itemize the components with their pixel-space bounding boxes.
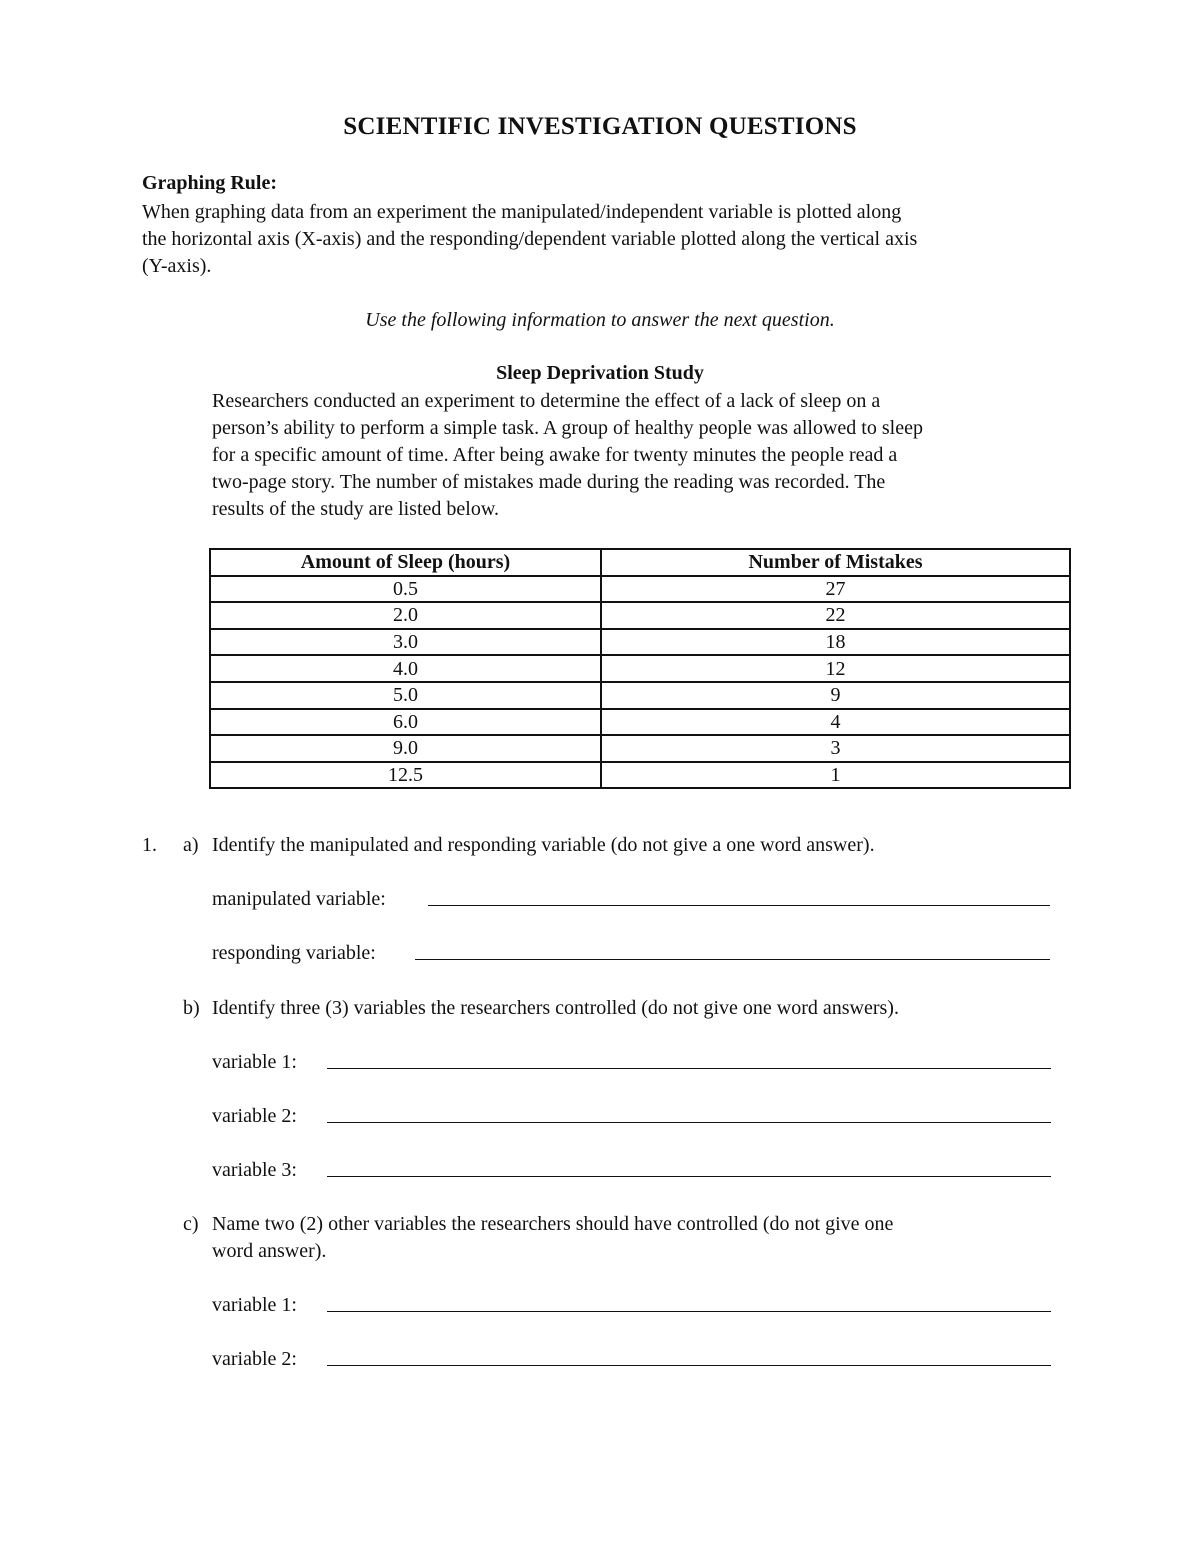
responding-variable-answer-line[interactable] xyxy=(415,941,1050,960)
manipulated-variable-answer-line[interactable] xyxy=(428,887,1050,906)
part-c-text-line1: Name two (2) other variables the researchers should have controlled (do not give one xyxy=(212,1213,894,1235)
study-description xyxy=(212,388,923,523)
graphing-rule-heading: Graphing Rule: xyxy=(142,172,278,194)
table-row xyxy=(210,602,1070,629)
header-sleep-hours: Amount of Sleep (hours) xyxy=(210,549,601,576)
study-line: two-page story. The number of mistakes made during the reading was recorded. The xyxy=(212,471,886,493)
cell-mistakes: 9 xyxy=(601,682,1070,709)
cell-sleep: 12.5 xyxy=(210,762,601,789)
study-line: for a specific amount of time. After being awake for twenty minutes the people read a xyxy=(212,444,898,466)
controlled-variable-1-answer-line[interactable] xyxy=(327,1050,1051,1069)
table-row xyxy=(210,709,1070,736)
controlled-variable-3-answer-line[interactable] xyxy=(327,1158,1051,1177)
uncontrolled-variable-1-answer-line[interactable] xyxy=(327,1293,1051,1312)
cell-mistakes: 27 xyxy=(601,576,1070,603)
part-b-label: b) xyxy=(183,997,200,1019)
table-header-row xyxy=(210,549,1070,576)
part-c-text-line2: word answer). xyxy=(212,1240,327,1262)
table-row xyxy=(210,735,1070,762)
controlled-variable-3-label: variable 3: xyxy=(212,1159,297,1181)
part-b-text: Identify three (3) variables the researchers controlled (do not give one word answers). xyxy=(212,997,899,1019)
cell-sleep: 9.0 xyxy=(210,735,601,762)
graphing-rule-text xyxy=(142,199,1072,280)
cell-mistakes: 22 xyxy=(601,602,1070,629)
controlled-variable-2-answer-line[interactable] xyxy=(327,1104,1051,1123)
table-row xyxy=(210,655,1070,682)
manipulated-variable-label: manipulated variable: xyxy=(212,888,386,910)
results-table xyxy=(209,548,1071,789)
table-row xyxy=(210,629,1070,656)
cell-mistakes: 4 xyxy=(601,709,1070,736)
responding-variable-label: responding variable: xyxy=(212,942,376,964)
controlled-variable-1-label: variable 1: xyxy=(212,1051,297,1073)
study-line: results of the study are listed below. xyxy=(212,498,499,520)
cell-mistakes: 12 xyxy=(601,655,1070,682)
table-row xyxy=(210,762,1070,789)
table-row xyxy=(210,576,1070,603)
cell-sleep: 3.0 xyxy=(210,629,601,656)
graphing-rule-line: the horizontal axis (X-axis) and the responding/dependent variable plotted along the vertical axis xyxy=(142,228,918,250)
cell-sleep: 6.0 xyxy=(210,709,601,736)
cell-sleep: 4.0 xyxy=(210,655,601,682)
part-a-text: Identify the manipulated and responding variable (do not give a one word answer). xyxy=(212,834,875,856)
uncontrolled-variable-1-label: variable 1: xyxy=(212,1294,297,1316)
part-a-label: a) xyxy=(183,834,199,856)
graphing-rule-line: When graphing data from an experiment the manipulated/independent variable is plotted along xyxy=(142,201,902,223)
instruction-note: Use the following information to answer the next question. xyxy=(365,309,835,331)
study-title: Sleep Deprivation Study xyxy=(496,362,704,384)
cell-mistakes: 3 xyxy=(601,735,1070,762)
study-line: Researchers conducted an experiment to determine the effect of a lack of sleep on a xyxy=(212,390,881,412)
cell-sleep: 2.0 xyxy=(210,602,601,629)
page-title: SCIENTIFIC INVESTIGATION QUESTIONS xyxy=(343,113,857,140)
table-row xyxy=(210,682,1070,709)
uncontrolled-variable-2-answer-line[interactable] xyxy=(327,1347,1051,1366)
header-mistakes: Number of Mistakes xyxy=(601,549,1070,576)
uncontrolled-variable-2-label: variable 2: xyxy=(212,1348,297,1370)
cell-mistakes: 1 xyxy=(601,762,1070,789)
cell-sleep: 0.5 xyxy=(210,576,601,603)
controlled-variable-2-label: variable 2: xyxy=(212,1105,297,1127)
question-number: 1. xyxy=(142,834,157,856)
study-line: person’s ability to perform a simple task. A group of healthy people was allowed to sleep xyxy=(212,417,923,439)
graphing-rule-line: (Y-axis). xyxy=(142,255,212,277)
part-c-label: c) xyxy=(183,1213,199,1235)
cell-mistakes: 18 xyxy=(601,629,1070,656)
cell-sleep: 5.0 xyxy=(210,682,601,709)
